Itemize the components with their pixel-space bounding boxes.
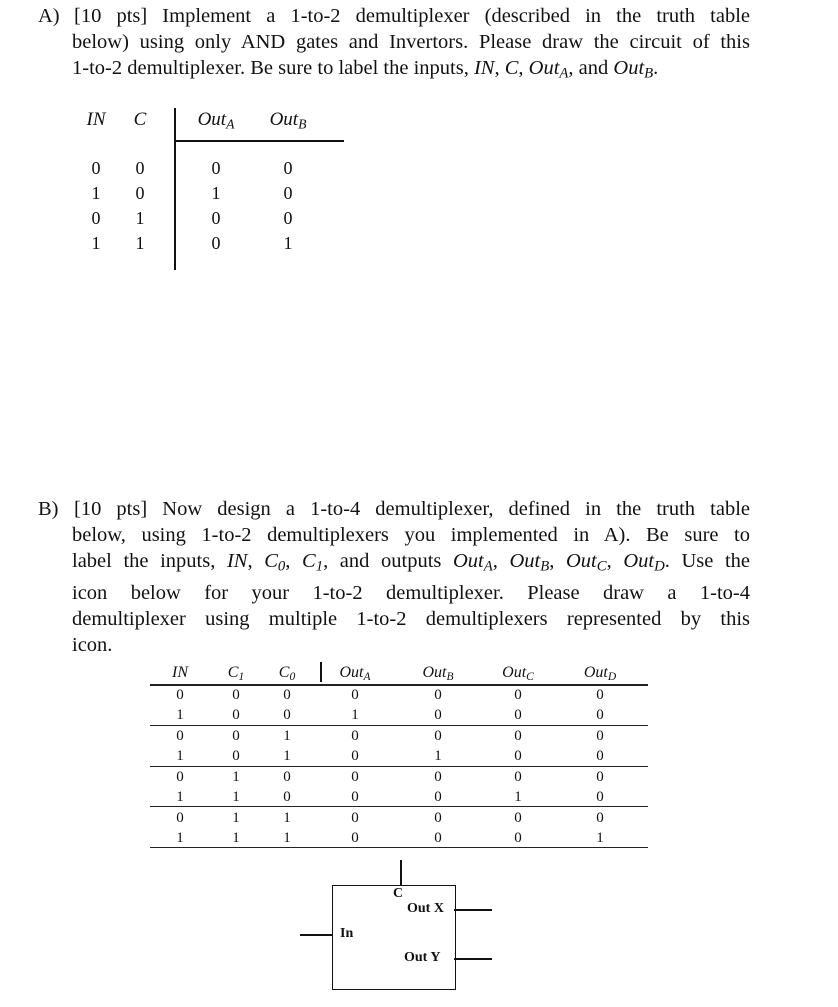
table-b-row-divider — [150, 766, 648, 767]
part-b-line-4: icon below for your 1-to-2 demultiplexer. Please draw a 1-to-4 — [72, 581, 750, 604]
table-b-cell: 0 — [176, 810, 184, 826]
table-a-header-c: C — [133, 109, 147, 130]
part-b-line-2: below, using 1-to-2 demultiplexers you implemented in A). Be sure to — [72, 524, 750, 546]
part-a-line-1: [10 pts] Implement a 1-to-2 demultiplexer (described in the truth table — [74, 5, 750, 27]
control-label: C — [393, 886, 404, 901]
output-x-label: Out X — [407, 901, 444, 916]
table-b-cell: 0 — [596, 769, 604, 785]
table-b-cell: 0 — [596, 747, 604, 764]
table-b-cell: 0 — [351, 747, 359, 764]
table-a-cell: 0 — [211, 208, 221, 228]
table-b-row-divider — [150, 725, 648, 726]
table-a-header-divider — [174, 140, 344, 142]
table-b-cell: 1 — [351, 706, 359, 723]
table-b-cell: 0 — [351, 788, 359, 805]
table-a-header-in: IN — [86, 109, 106, 130]
table-a-cell: 0 — [211, 233, 221, 253]
output-y-label: Out Y — [404, 950, 441, 965]
output-y-wire — [454, 958, 492, 960]
table-a-cell: 1 — [135, 208, 145, 228]
table-b-header-outc: Out$_C$ — [502, 664, 534, 683]
table-b-header-outb: Out$_B$ — [422, 664, 454, 683]
table-b-cell: 0 — [596, 728, 604, 744]
part-a-line-3: 1-to-2 demultiplexer. Be sure to label the inputs, IN, C, Out$_A$, and Out$_B$. — [72, 57, 659, 82]
table-b-cell: 1 — [283, 829, 291, 846]
table-b-cell: 0 — [434, 728, 442, 744]
table-a-cell: 0 — [135, 183, 145, 203]
output-x-wire — [454, 909, 492, 911]
table-b-cell: 0 — [434, 788, 442, 805]
table-b-cell: 0 — [232, 747, 240, 764]
table-b-header-c0: $C_0$ — [278, 664, 296, 683]
table-b-cell: 1 — [514, 788, 522, 805]
part-b-line-6: icon. — [72, 633, 113, 656]
part-b-line-1: [10 pts] Now design a 1-to-4 demultiplexer, defined in the truth table — [74, 498, 750, 520]
table-b-cell: 1 — [232, 829, 240, 846]
table-b-vertical-divider — [320, 662, 322, 682]
table-a-cell: 0 — [211, 158, 221, 178]
table-b-cell: 1 — [596, 829, 604, 846]
table-a-cell: 0 — [91, 208, 101, 228]
table-b-cell: 0 — [514, 810, 522, 826]
table-a-cell: 1 — [91, 233, 101, 253]
table-b-cell: 0 — [596, 687, 604, 703]
table-b-cell: 1 — [232, 788, 240, 805]
part-b-line-5: demultiplexer using multiple 1-to-2 demultiplexers represented by this — [72, 607, 750, 630]
table-b-cell: 0 — [283, 687, 291, 703]
table-b-cell: 0 — [434, 706, 442, 723]
table-b-cell: 0 — [514, 829, 522, 846]
table-b-cell: 1 — [176, 829, 184, 846]
part-b-question — [38, 496, 750, 658]
table-a-cell: 1 — [283, 233, 293, 253]
table-b-cell: 1 — [232, 810, 240, 826]
table-b-cell: 0 — [434, 829, 442, 846]
table-b-cell: 1 — [283, 728, 291, 744]
table-b-header-outd: Out$_D$ — [583, 664, 617, 683]
table-b-cell: 0 — [351, 769, 359, 785]
table-a-cell: 1 — [91, 183, 101, 203]
table-b-row-divider — [150, 847, 648, 848]
table-b-cell: 0 — [434, 769, 442, 785]
table-b-cell: 0 — [351, 687, 359, 703]
table-b-cell: 0 — [351, 728, 359, 744]
table-a-cell: 0 — [135, 158, 145, 178]
table-b-cell: 0 — [514, 728, 522, 744]
part-b-line-3: label the inputs, IN, $C_0$, $C_1$, and outputs Out$_A$, Out$_B$, Out$_C$, Out$_D$. Use the — [72, 550, 750, 575]
table-b-cell: 0 — [176, 687, 184, 703]
table-b-cell: 1 — [176, 788, 184, 805]
table-b-row-divider — [150, 806, 648, 807]
part-b-label: B) — [38, 498, 59, 520]
table-b-cell: 0 — [232, 728, 240, 744]
table-b-header-c1: $C_1$ — [227, 664, 245, 683]
table-b-cell: 0 — [514, 769, 522, 785]
table-b-cell: 1 — [434, 747, 442, 764]
truth-table-b — [150, 662, 650, 847]
table-b-cell: 0 — [176, 728, 184, 744]
table-b-cell: 1 — [176, 706, 184, 723]
table-b-cell: 0 — [596, 810, 604, 826]
table-b-cell: 0 — [232, 706, 240, 723]
table-b-cell: 0 — [514, 706, 522, 723]
table-a-cell: 0 — [283, 158, 293, 178]
table-a-cell: 1 — [211, 183, 221, 203]
table-b-cell: 0 — [232, 687, 240, 703]
input-wire — [300, 934, 332, 936]
table-a-cell: 0 — [283, 208, 293, 228]
table-b-cell: 0 — [283, 706, 291, 723]
table-b-cell: 1 — [176, 747, 184, 764]
table-b-cell: 0 — [283, 788, 291, 805]
table-b-cell: 0 — [434, 687, 442, 703]
table-b-cell: 1 — [283, 747, 291, 764]
table-b-cell: 0 — [283, 769, 291, 785]
table-b-cell: 1 — [232, 769, 240, 785]
table-b-cell: 0 — [434, 810, 442, 826]
part-a-line-2: below) using only AND gates and Invertors. Please draw the circuit of this — [72, 31, 750, 53]
control-wire — [400, 860, 402, 885]
table-b-cell: 0 — [514, 747, 522, 764]
demux-icon-diagram — [300, 860, 500, 990]
table-b-cell: 0 — [596, 706, 604, 723]
part-a-label: A) — [38, 5, 60, 27]
table-a-cell: 0 — [283, 183, 293, 203]
table-b-cell: 0 — [176, 769, 184, 785]
table-b-cell: 0 — [596, 788, 604, 805]
table-b-cell: 0 — [514, 687, 522, 703]
table-a-header-outa: Out$_A$ — [197, 109, 235, 132]
table-a-cell: 0 — [91, 158, 101, 178]
table-a-vertical-divider — [174, 108, 176, 270]
table-a-cell: 1 — [135, 233, 145, 253]
table-b-cell: 0 — [351, 810, 359, 826]
truth-table-a — [70, 108, 350, 273]
input-label: In — [340, 926, 354, 941]
table-b-cell: 1 — [283, 810, 291, 826]
table-b-header-in: IN — [172, 664, 188, 681]
table-b-header-outa: Out$_A$ — [339, 664, 371, 683]
part-a-question — [38, 3, 750, 87]
table-a-header-outb: Out$_B$ — [269, 109, 307, 132]
table-b-cell: 0 — [351, 829, 359, 846]
